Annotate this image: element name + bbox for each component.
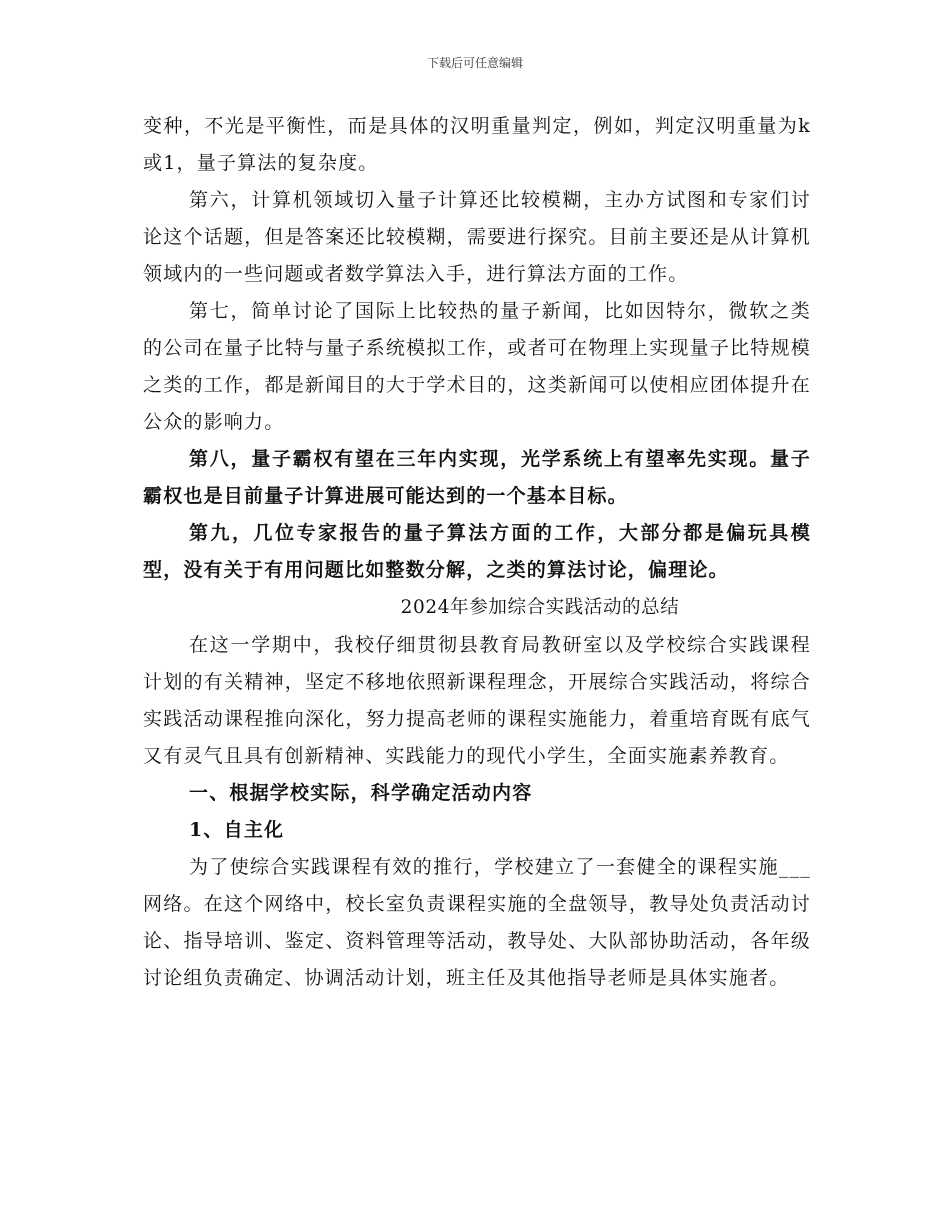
paragraph-sixth: 第六，计算机领域切入量子计算还比较模糊，主办方试图和专家们讨论这个话题，但是答案还比较模糊，需要进行探究。目前主要还是从计算机领域内的一些问题或者数学算法入手，进行算法方面的工作。 — [143, 189, 811, 285]
page-header: 下载后可任意编辑 — [426, 56, 523, 70]
paragraph-intro: 在这一学期中，我校仔细贯彻县教育局教研室以及学校综合实践课程计划的有关精神，坚定不移地依照新课程理念，开展综合实践活动，将综合实践活动课程推向深化，努力提高老师的课程实施能力，着重培育既有底气又有灵气且具有创新精神、实践能力的现代小学生，全面实施素养教育。 — [143, 634, 811, 767]
paragraph-eighth: 第八，量子霸权有望在三年内实现，光学系统上有望率先实现。量子霸权也是目前量子计算进展可能达到的一个基本目标。 — [143, 448, 811, 507]
paragraph-ninth: 第九，几位专家报告的量子算法方面的工作，大部分都是偏玩具模型，没有关于有用问题比如整数分解，之类的算法讨论，偏理论。 — [143, 522, 811, 581]
document-title: 2024年参加综合实践活动的总结 — [400, 597, 680, 618]
section-heading: 一、根据学校实际，科学确定活动内容 — [189, 782, 533, 804]
paragraph-continuation: 变种，不光是平衡性，而是具体的汉明重量判定，例如，判定汉明重量为k或1，量子算法的复杂度。 — [143, 115, 811, 174]
document-body — [143, 108, 811, 997]
paragraph-body: 为了使综合实践课程有效的推行，学校建立了一套健全的课程实施___网络。在这个网络中，校长室负责课程实施的全盘领导，教导处负责活动讨论、指导培训、鉴定、资料管理等活动，教导处、大队部协助活动，各年级讨论组负责确定、协调活动计划，班主任及其他指导老师是具体实施者。 — [143, 856, 811, 989]
subsection-heading: 1、自主化 — [189, 819, 285, 841]
paragraph-seventh: 第七，简单讨论了国际上比较热的量子新闻，比如因特尔，微软之类的公司在量子比特与量子系统模拟工作，或者可在物理上实现量子比特规模之类的工作，都是新闻目的大于学术目的，这类新闻可以使相应团体提升在公众的影响力。 — [143, 300, 811, 433]
